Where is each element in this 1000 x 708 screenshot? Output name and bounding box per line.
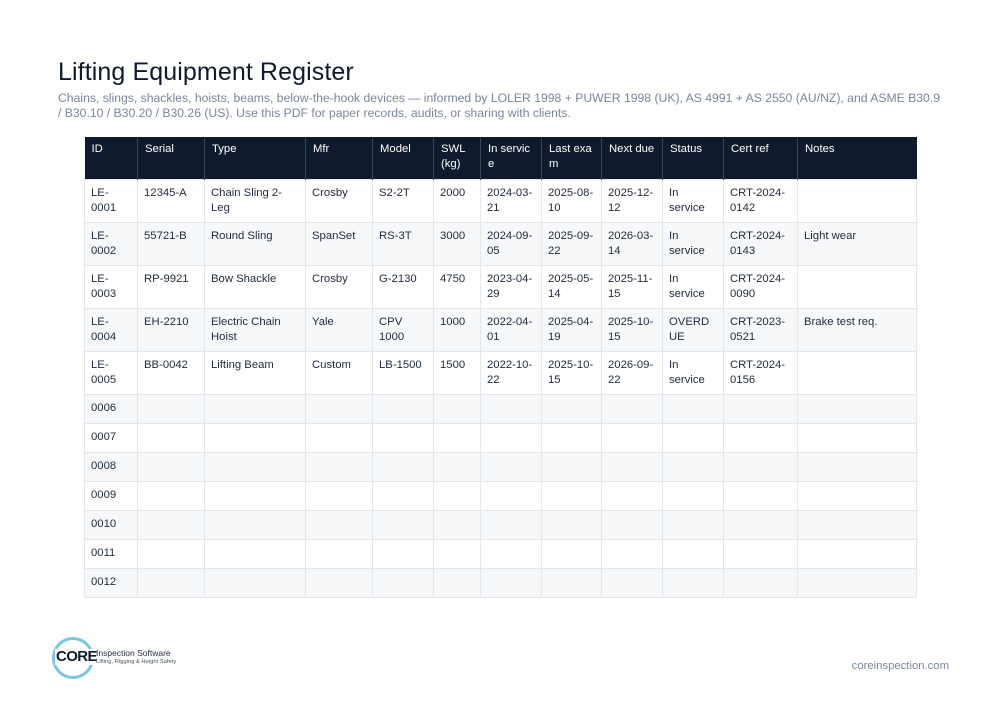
cell-in-service (481, 482, 542, 511)
cell-next-due: 2025-10-15 (602, 309, 663, 352)
cell-status (663, 453, 724, 482)
cell-serial (138, 482, 205, 511)
cell-notes: Light wear (798, 223, 917, 266)
cell-next-due: 2026-03-14 (602, 223, 663, 266)
cell-status: In service (663, 266, 724, 309)
cell-swl (434, 395, 481, 424)
cell-type (205, 569, 306, 598)
cell-in-service: 2023-04-29 (481, 266, 542, 309)
column-header-in-service: In service (481, 137, 542, 180)
page-title: Lifting Equipment Register (58, 58, 354, 86)
footer-url: coreinspection.com (851, 660, 949, 672)
cell-last-exam: 2025-04-19 (542, 309, 602, 352)
cell-model: G-2130 (373, 266, 434, 309)
cell-status (663, 424, 724, 453)
logo-tagline: Lifting, Rigging & Height Safety (96, 659, 177, 665)
cell-in-service (481, 395, 542, 424)
cell-next-due (602, 540, 663, 569)
cell-mfr: SpanSet (306, 223, 373, 266)
cell-last-exam (542, 511, 602, 540)
cell-cert-ref (724, 511, 798, 540)
cell-cert-ref: CRT-2024-0143 (724, 223, 798, 266)
cell-type: Lifting Beam (205, 352, 306, 395)
column-header-notes: Notes (798, 137, 917, 180)
column-header-last-exam: Last exam (542, 137, 602, 180)
cell-cert-ref (724, 453, 798, 482)
cell-id: 0009 (85, 482, 138, 511)
cell-next-due (602, 511, 663, 540)
column-header-type: Type (205, 137, 306, 180)
cell-swl (434, 569, 481, 598)
cell-last-exam (542, 482, 602, 511)
table-row-blank (85, 453, 917, 482)
cell-mfr: Yale (306, 309, 373, 352)
cell-status: In service (663, 180, 724, 223)
cell-cert-ref (724, 540, 798, 569)
cell-model: CPV 1000 (373, 309, 434, 352)
cell-next-due: 2025-11-15 (602, 266, 663, 309)
cell-swl (434, 453, 481, 482)
cell-type: Chain Sling 2-Leg (205, 180, 306, 223)
cell-status: OVERDUE (663, 309, 724, 352)
column-header-mfr: Mfr (306, 137, 373, 180)
cell-model (373, 569, 434, 598)
cell-serial (138, 424, 205, 453)
table-row-blank (85, 395, 917, 424)
logo-company-name: Inspection Software (96, 648, 171, 658)
table-row-blank (85, 482, 917, 511)
equipment-register-table (84, 137, 917, 598)
cell-notes (798, 352, 917, 395)
cell-status (663, 395, 724, 424)
cell-type (205, 511, 306, 540)
table-row (85, 266, 917, 309)
table-row-blank (85, 511, 917, 540)
table-row (85, 352, 917, 395)
cell-next-due (602, 569, 663, 598)
logo-wordmark: CORE (56, 648, 97, 665)
cell-status (663, 569, 724, 598)
cell-last-exam: 2025-09-22 (542, 223, 602, 266)
cell-type (205, 424, 306, 453)
column-header-cert-ref: Cert ref (724, 137, 798, 180)
cell-last-exam (542, 424, 602, 453)
cell-last-exam (542, 569, 602, 598)
cell-swl: 2000 (434, 180, 481, 223)
cell-id: LE-0002 (85, 223, 138, 266)
cell-model (373, 511, 434, 540)
cell-swl: 3000 (434, 223, 481, 266)
cell-type (205, 540, 306, 569)
cell-mfr (306, 540, 373, 569)
cell-id: 0007 (85, 424, 138, 453)
cell-mfr (306, 424, 373, 453)
cell-status (663, 511, 724, 540)
cell-swl (434, 540, 481, 569)
cell-last-exam (542, 540, 602, 569)
table-row (85, 309, 917, 352)
cell-id: 0012 (85, 569, 138, 598)
cell-cert-ref (724, 424, 798, 453)
cell-type: Electric Chain Hoist (205, 309, 306, 352)
cell-id: 0008 (85, 453, 138, 482)
cell-type: Round Sling (205, 223, 306, 266)
cell-type (205, 395, 306, 424)
cell-notes (798, 180, 917, 223)
column-header-status: Status (663, 137, 724, 180)
cell-in-service: 2022-10-22 (481, 352, 542, 395)
cell-model: LB-1500 (373, 352, 434, 395)
column-header-next-due: Next due (602, 137, 663, 180)
cell-type: Bow Shackle (205, 266, 306, 309)
cell-mfr (306, 569, 373, 598)
cell-mfr: Crosby (306, 180, 373, 223)
cell-notes (798, 569, 917, 598)
cell-type (205, 453, 306, 482)
cell-model (373, 424, 434, 453)
cell-status (663, 540, 724, 569)
cell-status: In service (663, 352, 724, 395)
cell-next-due (602, 482, 663, 511)
cell-status (663, 482, 724, 511)
table-header-row (85, 137, 917, 180)
cell-cert-ref: CRT-2024-0090 (724, 266, 798, 309)
cell-next-due: 2025-12-12 (602, 180, 663, 223)
cell-mfr (306, 453, 373, 482)
cell-id: 0006 (85, 395, 138, 424)
cell-swl (434, 482, 481, 511)
cell-in-service (481, 540, 542, 569)
cell-mfr: Custom (306, 352, 373, 395)
cell-swl: 1000 (434, 309, 481, 352)
cell-in-service (481, 569, 542, 598)
cell-cert-ref: CRT-2023-0521 (724, 309, 798, 352)
cell-id: LE-0003 (85, 266, 138, 309)
cell-notes (798, 395, 917, 424)
cell-mfr (306, 395, 373, 424)
cell-in-service: 2024-03-21 (481, 180, 542, 223)
cell-status: In service (663, 223, 724, 266)
table-row-blank (85, 569, 917, 598)
cell-model: RS-3T (373, 223, 434, 266)
column-header-model: Model (373, 137, 434, 180)
core-logo (52, 637, 192, 681)
cell-last-exam: 2025-10-15 (542, 352, 602, 395)
cell-serial: 12345-A (138, 180, 205, 223)
cell-notes: Brake test req. (798, 309, 917, 352)
cell-serial (138, 540, 205, 569)
cell-notes (798, 453, 917, 482)
cell-swl (434, 424, 481, 453)
cell-id: LE-0005 (85, 352, 138, 395)
cell-cert-ref: CRT-2024-0156 (724, 352, 798, 395)
cell-serial: BB-0042 (138, 352, 205, 395)
cell-next-due (602, 424, 663, 453)
cell-id: LE-0004 (85, 309, 138, 352)
cell-notes (798, 424, 917, 453)
column-header-id: ID (85, 137, 138, 180)
cell-next-due (602, 453, 663, 482)
cell-notes (798, 266, 917, 309)
cell-cert-ref (724, 395, 798, 424)
table-row (85, 223, 917, 266)
table-row-blank (85, 424, 917, 453)
cell-model (373, 453, 434, 482)
cell-serial: EH-2210 (138, 309, 205, 352)
cell-notes (798, 540, 917, 569)
cell-last-exam: 2025-05-14 (542, 266, 602, 309)
cell-serial (138, 569, 205, 598)
cell-model (373, 395, 434, 424)
cell-id: 0011 (85, 540, 138, 569)
table-row-blank (85, 540, 917, 569)
page-subtitle: Chains, slings, shackles, hoists, beams, below-the-hook devices — informed by LOLER 1998 + PUWER 1998 (UK), AS 4991 + AS 2550 (AU/NZ), and ASME B30.9 / B30.10 / B30.20 / B30.26 (US). Use this PDF for paper records, audits, or sharing with clients. (58, 91, 940, 120)
cell-serial (138, 453, 205, 482)
table-row (85, 180, 917, 223)
cell-model (373, 482, 434, 511)
cell-serial: RP-9921 (138, 266, 205, 309)
cell-mfr (306, 482, 373, 511)
cell-mfr (306, 511, 373, 540)
cell-serial: 55721-B (138, 223, 205, 266)
cell-in-service (481, 424, 542, 453)
cell-swl (434, 511, 481, 540)
cell-id: 0010 (85, 511, 138, 540)
cell-next-due (602, 395, 663, 424)
cell-in-service (481, 511, 542, 540)
table-body (85, 180, 917, 598)
cell-type (205, 482, 306, 511)
cell-id: LE-0001 (85, 180, 138, 223)
cell-swl: 1500 (434, 352, 481, 395)
cell-notes (798, 511, 917, 540)
cell-next-due: 2026-09-22 (602, 352, 663, 395)
cell-model: S2-2T (373, 180, 434, 223)
cell-swl: 4750 (434, 266, 481, 309)
cell-in-service (481, 453, 542, 482)
cell-cert-ref (724, 569, 798, 598)
cell-serial (138, 395, 205, 424)
cell-last-exam (542, 453, 602, 482)
cell-in-service: 2024-09-05 (481, 223, 542, 266)
cell-cert-ref: CRT-2024-0142 (724, 180, 798, 223)
cell-last-exam: 2025-08-10 (542, 180, 602, 223)
cell-notes (798, 482, 917, 511)
cell-serial (138, 511, 205, 540)
cell-cert-ref (724, 482, 798, 511)
cell-last-exam (542, 395, 602, 424)
cell-model (373, 540, 434, 569)
column-header-serial: Serial (138, 137, 205, 180)
column-header-swl: SWL (kg) (434, 137, 481, 180)
cell-mfr: Crosby (306, 266, 373, 309)
cell-in-service: 2022-04-01 (481, 309, 542, 352)
